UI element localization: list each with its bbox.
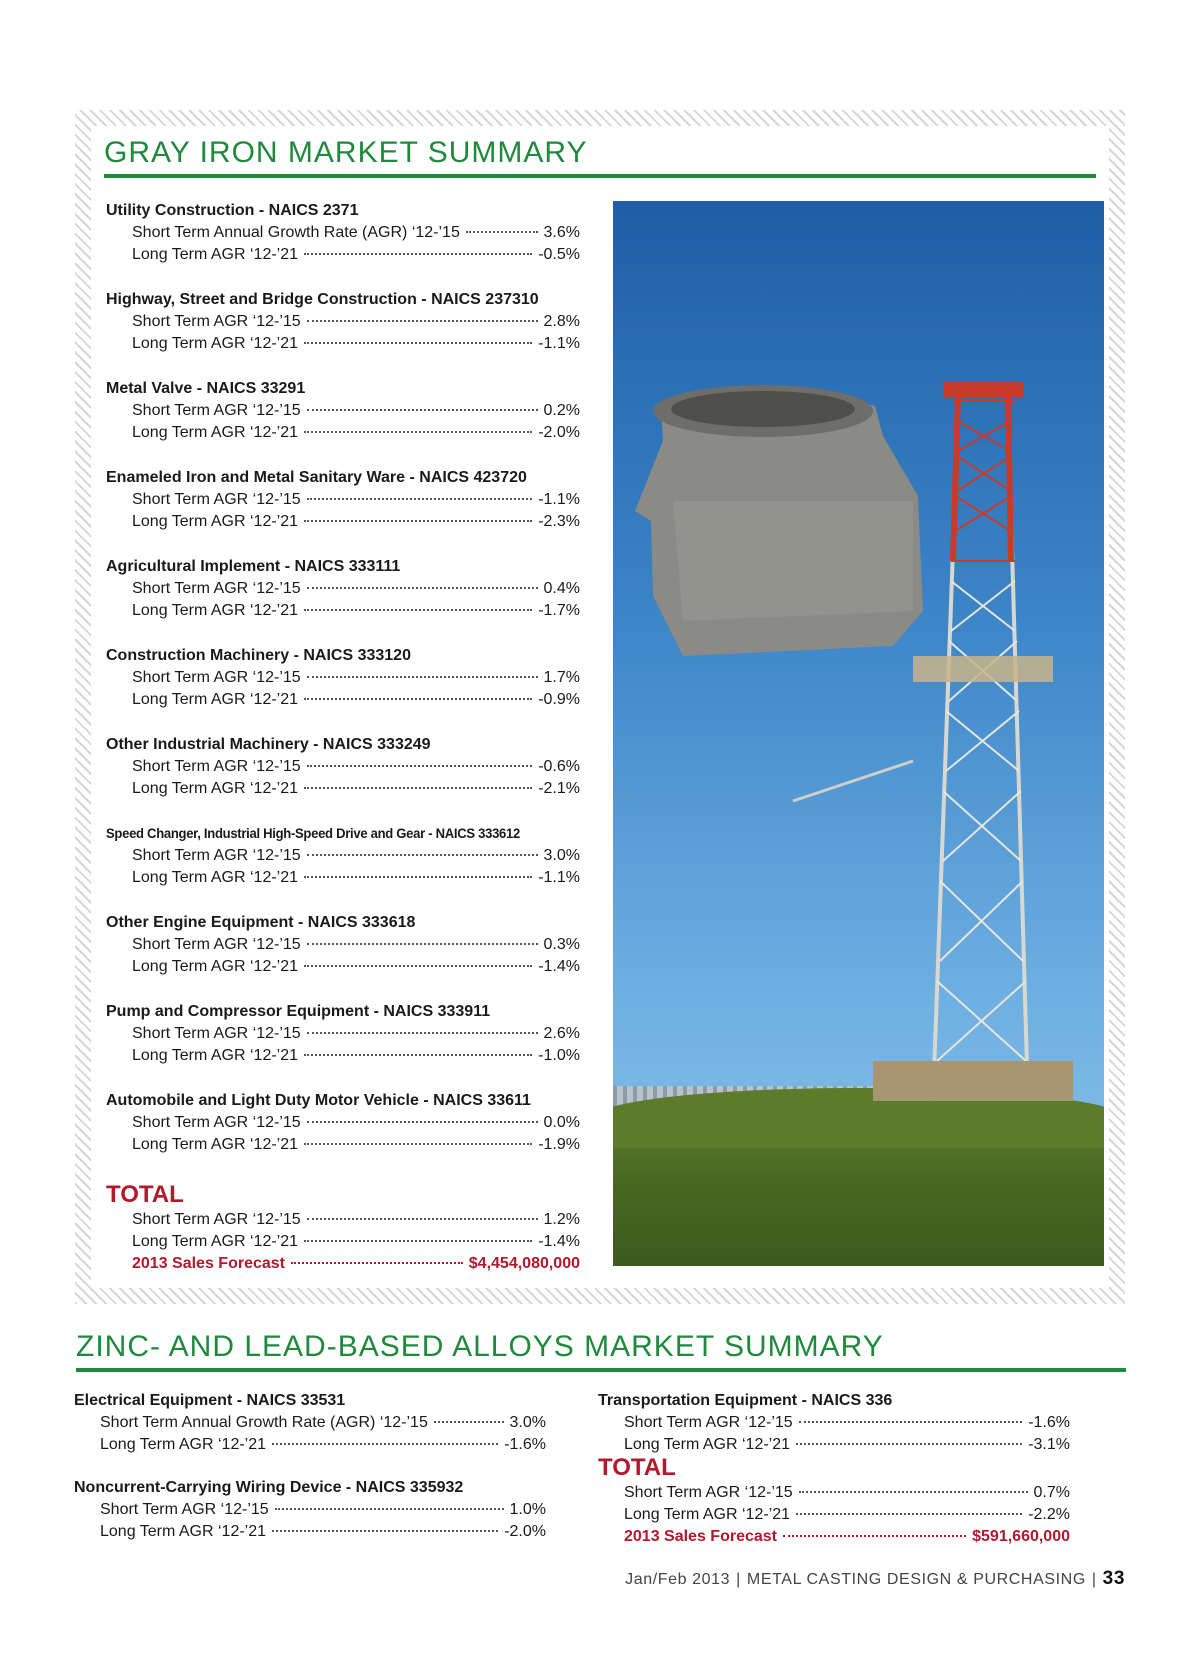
market-group xyxy=(106,467,590,556)
group-title: Automobile and Light Duty Motor Vehicle - NAICS 33611 xyxy=(106,1092,531,1109)
row-value: 3.0% xyxy=(543,847,580,864)
short-term-row xyxy=(132,222,580,244)
row-label: Long Term AGR ‘12-’21 xyxy=(624,1506,791,1523)
short-term-row xyxy=(132,1023,580,1045)
row-value: -1.1% xyxy=(538,869,580,886)
row-label: Long Term AGR ‘12-’21 xyxy=(132,958,299,975)
row-value: $591,660,000 xyxy=(972,1528,1070,1545)
row-value: -1.1% xyxy=(538,491,580,508)
dot-leader xyxy=(307,498,533,500)
dot-leader xyxy=(796,1443,1022,1445)
market-group xyxy=(598,1390,1068,1452)
row-value: -1.7% xyxy=(538,602,580,619)
row-value: -3.1% xyxy=(1028,1436,1070,1453)
row-label: Long Term AGR ‘12-’21 xyxy=(132,1136,299,1153)
long-term-row xyxy=(132,1134,580,1156)
dot-leader xyxy=(434,1421,504,1423)
total-title: TOTAL xyxy=(106,1181,184,1208)
row-value: -2.0% xyxy=(504,1523,546,1540)
dot-leader xyxy=(466,231,538,233)
footer-separator: | xyxy=(1091,1571,1097,1588)
zinc-right-column xyxy=(598,1390,1068,1548)
short-term-row xyxy=(100,1412,546,1434)
long-term-row xyxy=(100,1434,546,1456)
issue-date: Jan/Feb 2013 xyxy=(625,1571,731,1588)
long-term-row xyxy=(624,1434,1070,1456)
short-term-row xyxy=(132,578,580,600)
group-title: Speed Changer, Industrial High-Speed Drive and Gear - NAICS 333612 xyxy=(106,826,520,841)
short-term-row xyxy=(132,934,580,956)
group-title: Agricultural Implement - NAICS 333111 xyxy=(106,558,401,575)
row-label: Long Term AGR ‘12-’21 xyxy=(132,335,299,352)
dot-leader xyxy=(304,342,532,344)
row-label: Short Term AGR ‘12-’15 xyxy=(624,1414,793,1431)
row-label: Long Term AGR ‘12-’21 xyxy=(132,513,299,530)
row-label: Short Term AGR ‘12-’15 xyxy=(132,758,301,775)
row-label: Long Term AGR ‘12-’21 xyxy=(132,1233,299,1250)
row-value: -1.4% xyxy=(538,958,580,975)
short-term-row xyxy=(624,1412,1070,1434)
row-label: Short Term AGR ‘12-’15 xyxy=(624,1484,793,1501)
short-term-row xyxy=(132,1209,580,1231)
dot-leader xyxy=(291,1262,463,1264)
dot-leader xyxy=(275,1508,504,1510)
dot-leader xyxy=(304,609,532,611)
gray-iron-title: GRAY IRON MARKET SUMMARY xyxy=(104,136,588,169)
market-group xyxy=(106,734,590,823)
market-group xyxy=(74,1390,544,1477)
dot-leader xyxy=(307,587,538,589)
total-title: TOTAL xyxy=(598,1454,676,1481)
page-number: 33 xyxy=(1102,1568,1125,1589)
row-value: -2.1% xyxy=(538,780,580,797)
row-label: Long Term AGR ‘12-’21 xyxy=(132,246,299,263)
row-value: -0.9% xyxy=(538,691,580,708)
row-label: Long Term AGR ‘12-’21 xyxy=(132,1047,299,1064)
sales-forecast-row xyxy=(624,1526,1070,1548)
group-title: Electrical Equipment - NAICS 33531 xyxy=(74,1392,346,1409)
row-value: -1.9% xyxy=(538,1136,580,1153)
row-label: 2013 Sales Forecast xyxy=(624,1528,777,1545)
row-value: 0.4% xyxy=(543,580,580,597)
dot-leader xyxy=(304,253,532,255)
row-value: -1.0% xyxy=(538,1047,580,1064)
market-group xyxy=(106,378,590,467)
row-value: -2.3% xyxy=(538,513,580,530)
row-value: 1.2% xyxy=(543,1211,580,1228)
dot-leader xyxy=(307,1218,538,1220)
group-title: Other Engine Equipment - NAICS 333618 xyxy=(106,914,416,931)
row-value: 0.7% xyxy=(1033,1484,1070,1501)
long-term-row xyxy=(132,600,580,622)
zinc-lead-title: ZINC- AND LEAD-BASED ALLOYS MARKET SUMMARY xyxy=(76,1330,884,1363)
row-label: Short Term AGR ‘12-’15 xyxy=(132,402,301,419)
row-label: Long Term AGR ‘12-’21 xyxy=(132,780,299,797)
group-title: Other Industrial Machinery - NAICS 333249 xyxy=(106,736,431,753)
dot-leader xyxy=(304,787,532,789)
short-term-row xyxy=(624,1482,1070,1504)
row-label: Short Term AGR ‘12-’15 xyxy=(132,1211,301,1228)
row-label: Long Term AGR ‘12-’21 xyxy=(132,869,299,886)
row-label: Short Term AGR ‘12-’15 xyxy=(132,1025,301,1042)
market-group xyxy=(106,823,590,912)
zinc-left-column xyxy=(74,1390,544,1564)
row-label: Long Term AGR ‘12-’21 xyxy=(100,1436,267,1453)
row-value: 0.3% xyxy=(543,936,580,953)
short-term-row xyxy=(100,1499,546,1521)
short-term-row xyxy=(132,489,580,511)
row-value: 0.2% xyxy=(543,402,580,419)
row-value: -0.6% xyxy=(538,758,580,775)
long-term-row xyxy=(132,689,580,711)
dot-leader xyxy=(783,1535,966,1537)
page-footer xyxy=(625,1568,1125,1590)
long-term-row xyxy=(132,1045,580,1067)
long-term-row xyxy=(132,422,580,444)
row-value: -0.5% xyxy=(538,246,580,263)
gray-iron-list xyxy=(106,200,590,1275)
row-value: 1.0% xyxy=(509,1501,546,1518)
market-group xyxy=(106,645,590,734)
row-value: 3.6% xyxy=(543,224,580,241)
row-label: Long Term AGR ‘12-’21 xyxy=(132,691,299,708)
row-label: Short Term Annual Growth Rate (AGR) ‘12-’15 xyxy=(132,224,460,241)
long-term-row xyxy=(132,333,580,355)
title-rule xyxy=(104,174,1096,178)
row-value: -2.0% xyxy=(538,424,580,441)
drilling-rig-illustration xyxy=(613,201,1104,1266)
dot-leader xyxy=(307,765,533,767)
long-term-row xyxy=(132,956,580,978)
dot-leader xyxy=(307,1032,538,1034)
title-rule xyxy=(76,1368,1126,1372)
dot-leader xyxy=(307,320,538,322)
row-label: Long Term AGR ‘12-’21 xyxy=(132,424,299,441)
row-label: Short Term AGR ‘12-’15 xyxy=(132,580,301,597)
row-label: Short Term AGR ‘12-’15 xyxy=(132,847,301,864)
dot-leader xyxy=(799,1421,1023,1423)
dot-leader xyxy=(304,1240,532,1242)
group-title: Construction Machinery - NAICS 333120 xyxy=(106,647,411,664)
group-title: Pump and Compressor Equipment - NAICS 333911 xyxy=(106,1003,491,1020)
long-term-row xyxy=(132,1231,580,1253)
footer-separator: | xyxy=(736,1571,741,1588)
dot-leader xyxy=(304,431,532,433)
row-label: Short Term AGR ‘12-’15 xyxy=(132,491,301,508)
long-term-row xyxy=(132,244,580,266)
dot-leader xyxy=(307,676,538,678)
publication-name: METAL CASTING DESIGN & PURCHASING xyxy=(746,1571,1086,1588)
dot-leader xyxy=(272,1443,498,1445)
row-label: Long Term AGR ‘12-’21 xyxy=(132,602,299,619)
short-term-row xyxy=(132,756,580,778)
long-term-row xyxy=(132,511,580,533)
dot-leader xyxy=(304,520,532,522)
group-title: Highway, Street and Bridge Construction - NAICS 237310 xyxy=(106,291,539,308)
row-label: Long Term AGR ‘12-’21 xyxy=(624,1436,791,1453)
market-group xyxy=(106,200,590,289)
dot-leader xyxy=(307,943,538,945)
row-value: 2.8% xyxy=(543,313,580,330)
row-label: 2013 Sales Forecast xyxy=(132,1255,285,1272)
dot-leader xyxy=(307,854,538,856)
market-group xyxy=(106,1090,590,1179)
long-term-row xyxy=(132,778,580,800)
group-title: Noncurrent-Carrying Wiring Device - NAICS 335932 xyxy=(74,1479,464,1496)
group-title: Utility Construction - NAICS 2371 xyxy=(106,202,359,219)
dot-leader xyxy=(796,1513,1022,1515)
dot-leader xyxy=(304,965,532,967)
row-label: Short Term AGR ‘12-’15 xyxy=(132,313,301,330)
dot-leader xyxy=(304,1143,532,1145)
market-group xyxy=(106,289,590,378)
row-label: Short Term AGR ‘12-’15 xyxy=(132,936,301,953)
row-value: -1.6% xyxy=(1028,1414,1070,1431)
dot-leader xyxy=(304,876,532,878)
row-value: -1.1% xyxy=(538,335,580,352)
sales-forecast-row xyxy=(132,1253,580,1275)
row-label: Short Term AGR ‘12-’15 xyxy=(132,1114,301,1131)
group-title: Transportation Equipment - NAICS 336 xyxy=(598,1392,893,1409)
market-group xyxy=(106,1001,590,1090)
long-term-row xyxy=(100,1521,546,1543)
row-value: 3.0% xyxy=(509,1414,546,1431)
short-term-row xyxy=(132,1112,580,1134)
row-value: 1.7% xyxy=(543,669,580,686)
short-term-row xyxy=(132,845,580,867)
short-term-row xyxy=(132,667,580,689)
market-group xyxy=(106,556,590,645)
row-value: 2.6% xyxy=(543,1025,580,1042)
group-title: Metal Valve - NAICS 33291 xyxy=(106,380,306,397)
row-value: 0.0% xyxy=(543,1114,580,1131)
rig-and-casting-photo xyxy=(613,201,1104,1266)
long-term-row xyxy=(132,867,580,889)
short-term-row xyxy=(132,400,580,422)
market-group xyxy=(106,912,590,1001)
dot-leader xyxy=(307,409,538,411)
dot-leader xyxy=(799,1491,1028,1493)
row-value: $4,454,080,000 xyxy=(468,1255,580,1272)
total-group xyxy=(598,1454,1068,1548)
row-label: Short Term Annual Growth Rate (AGR) ‘12-’15 xyxy=(100,1414,428,1431)
group-title: Enameled Iron and Metal Sanitary Ware - NAICS 423720 xyxy=(106,469,527,486)
row-label: Short Term AGR ‘12-’15 xyxy=(100,1501,269,1518)
long-term-row xyxy=(624,1504,1070,1526)
short-term-row xyxy=(132,311,580,333)
row-label: Short Term AGR ‘12-’15 xyxy=(132,669,301,686)
row-value: -1.6% xyxy=(504,1436,546,1453)
total-group xyxy=(106,1181,590,1275)
row-label: Long Term AGR ‘12-’21 xyxy=(100,1523,267,1540)
dot-leader xyxy=(272,1530,498,1532)
market-group xyxy=(74,1477,544,1564)
row-value: -2.2% xyxy=(1028,1506,1070,1523)
dot-leader xyxy=(304,1054,532,1056)
row-value: -1.4% xyxy=(538,1233,580,1250)
dot-leader xyxy=(307,1121,538,1123)
dot-leader xyxy=(304,698,532,700)
